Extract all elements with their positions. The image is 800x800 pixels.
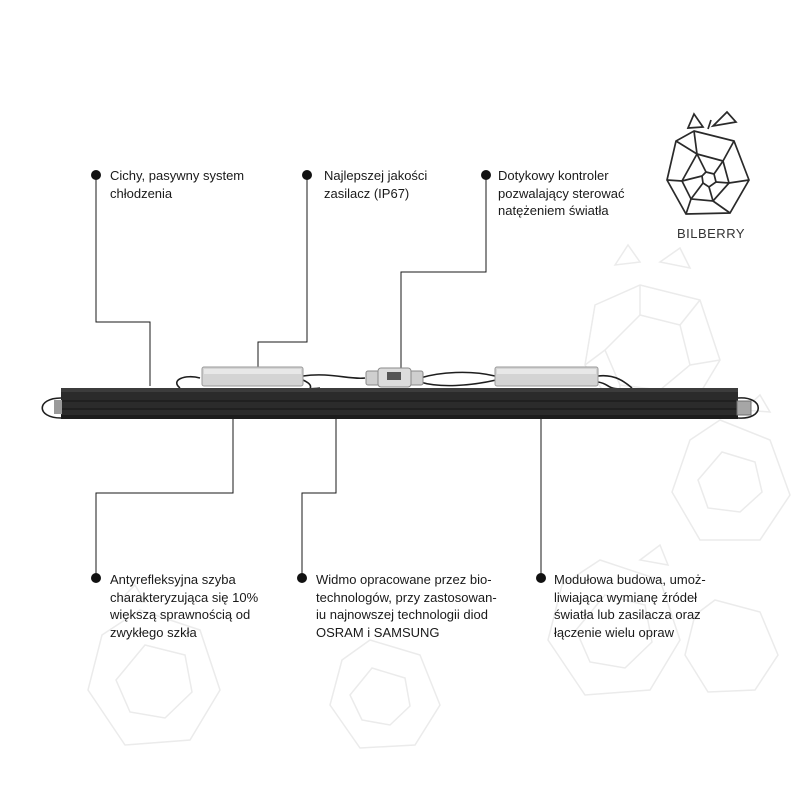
callout-dot-spectrum — [297, 573, 307, 583]
callout-dot-power-supply — [302, 170, 312, 180]
touch-controller — [366, 368, 423, 387]
leader-line-cooling — [96, 175, 150, 386]
callout-dot-controller — [481, 170, 491, 180]
callout-glass: Antyrefleksyjna szyba charakteryzująca się 10% większą sprawnością od zwykłego szkła — [110, 572, 259, 640]
callout-dots — [91, 170, 546, 583]
leader-line-glass — [96, 418, 233, 578]
callout-spectrum: Widmo opracowane przez bio- technologów, przy zastosowan- iu najnowszej technologii diod OSRAM i SAMSUNG — [316, 572, 497, 640]
leader-lines — [96, 175, 541, 578]
lamp-bar-body — [61, 388, 738, 419]
callout-modular: Modułowa budowa, umoż- liwiająca wymianę źródeł światła lub zasilacza oraz łączenie wielu opraw — [554, 572, 706, 640]
callout-power-supply: Najlepszej jakości zasilacz (IP67) — [324, 168, 428, 201]
leader-line-power-supply — [258, 175, 307, 369]
leader-line-spectrum — [302, 418, 336, 578]
bilberry-fruit-logo-icon — [667, 112, 749, 214]
watermark-fruit-icon — [330, 640, 440, 748]
brand-name: BILBERRY — [676, 226, 746, 241]
callout-controller: Dotykowy kontroler pozwalający sterować natężeniem światła — [498, 168, 625, 218]
callout-dot-glass — [91, 573, 101, 583]
callout-dot-cooling — [91, 170, 101, 180]
callout-dot-modular — [536, 573, 546, 583]
callout-cooling: Cichy, pasywny system chłodzenia — [110, 168, 245, 201]
watermark-fruit-icons — [88, 245, 790, 748]
leader-line-controller — [401, 175, 486, 369]
